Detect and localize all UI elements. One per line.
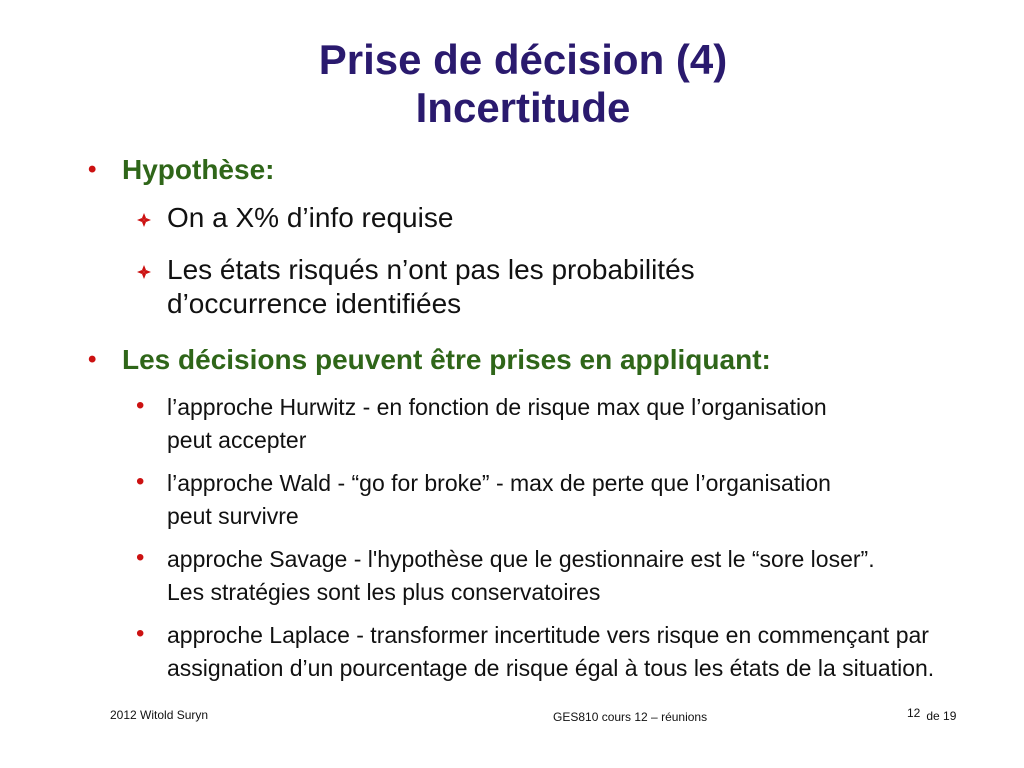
bullet-icon: • [136, 392, 145, 419]
title-line-1: Prise de décision (4) [318, 36, 728, 83]
diamond-bullet-icon [136, 212, 152, 228]
footer-page [907, 706, 956, 723]
footer-author: 2012 Witold Suryn [110, 708, 209, 722]
bullet-icon: • [136, 620, 145, 647]
slide-content: • Hypothèse: On a X% d’info requise Les états risqués n’ont pas les probabilités d’occurrence identifiées • Les décisions peuvent être prises en appliquant: • l’approche Hurwitz - en fonction de risque max que l’organisation peut accepter • l’approche Wald - “go for broke” - max de perte que l’organisation peut survivre • approche Savage - l'hypothèse que le gestionnaire est le “sore loser”. Les stratégies sont les plus conservatoires • approche Laplace - transformer incertitude vers risque en commençant par assignation d’un pourcentage de risque égal à tous les états de la situation. [88, 154, 935, 681]
page-number: 12 [907, 706, 921, 720]
bullet-icon: • [88, 346, 97, 373]
footer-course-suffix: réunions [661, 710, 708, 724]
footer-course [553, 710, 707, 724]
page-total: de 19 [926, 709, 957, 723]
bullet-icon: • [88, 156, 97, 183]
diamond-bullet-icon [136, 264, 152, 280]
bullet-icon: • [136, 468, 145, 495]
footer-course-prefix: GES810 cours 12 – [553, 710, 658, 724]
bullet-icon: • [136, 544, 145, 571]
title-line-2: Incertitude [415, 84, 631, 131]
